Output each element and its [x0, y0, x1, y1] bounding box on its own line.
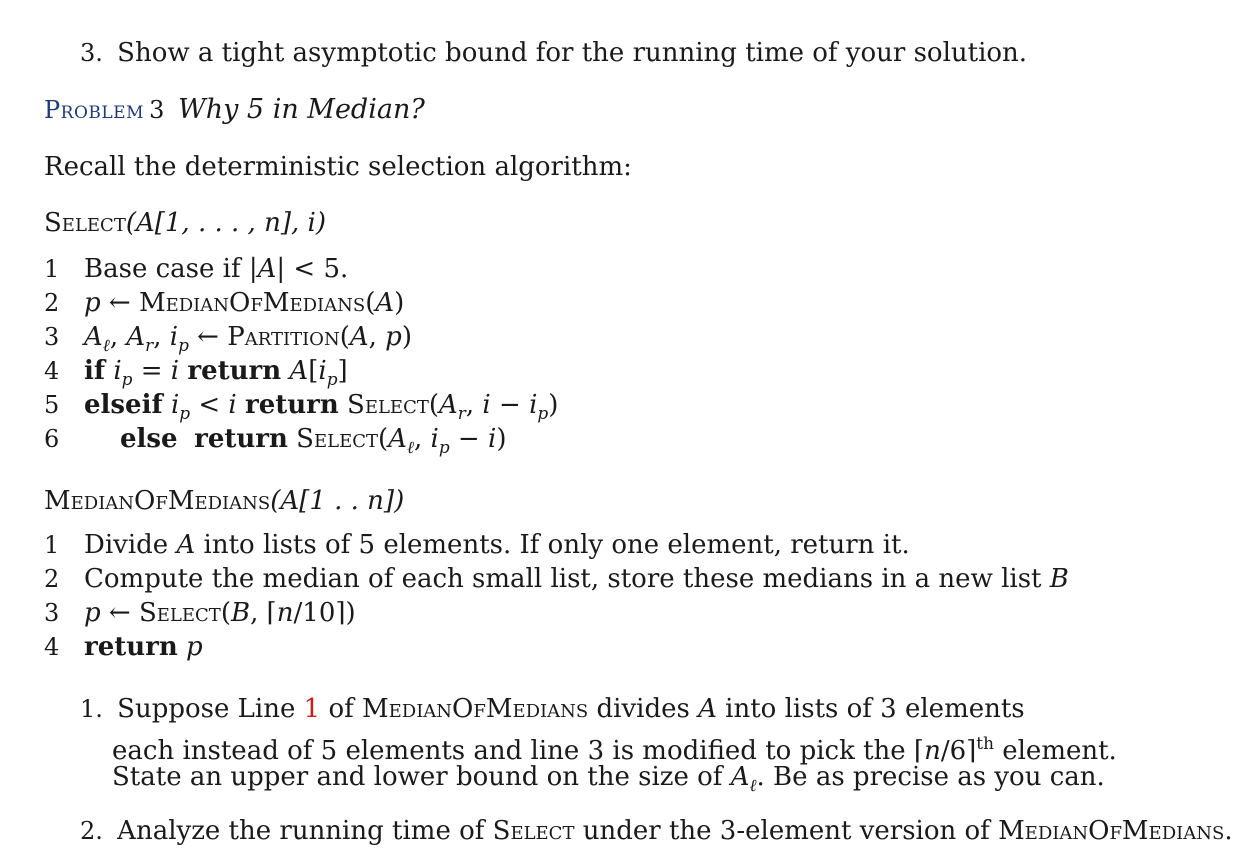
line-number: 5: [44, 391, 60, 419]
problem-number: 3: [149, 96, 165, 124]
mom-line-1: [44, 530, 910, 560]
question-number: 1.: [80, 695, 103, 723]
select-line-5: [44, 390, 558, 428]
line-number: 1: [44, 255, 60, 283]
line-text: Base case if |A| < 5.: [84, 254, 349, 284]
line-text: else return $Select(A_\ell$, $i_p - i$): [120, 424, 507, 457]
question-1-line-2: each instead of 5 elements and line 3 is modified to pick the ⌈n/6⌉$^{th}$ element.: [112, 733, 1117, 767]
mom-line-3: [44, 598, 356, 628]
problem-heading: [44, 94, 425, 125]
problem-title: Why 5 in Median?: [177, 94, 425, 125]
line-reference-link[interactable]: 1: [303, 694, 321, 724]
question-1-line-1: Suppose Line 1 of MedianOfMedians divides A into lists of 3 elements: [117, 694, 1025, 724]
line-text: Divide A into lists of 5 elements. If only one element, return it.: [84, 530, 910, 560]
mom-header: [44, 486, 404, 516]
line-text: p ← Select(B, ⌈n/10⌉): [84, 598, 356, 628]
line-number: 2: [44, 565, 60, 593]
mom-line-4: [44, 632, 203, 662]
line-text: p ← MedianOfMedians(A): [84, 288, 405, 318]
line-text: if $i_p = i$ return $A[i_p]$: [84, 356, 348, 389]
question-number: 2.: [80, 817, 103, 845]
select-signature: (A[1, . . . , n], i): [125, 208, 326, 238]
problem-label: Problem: [44, 96, 144, 124]
line-number: 4: [44, 633, 60, 661]
question-1-line-3: State an upper and lower bound on the size of $A_\ell$. Be as precise as you can.: [112, 762, 1105, 795]
line-number: 3: [44, 323, 60, 351]
select-header: [44, 208, 326, 238]
select-line-6: [44, 424, 506, 462]
line-text: return p: [84, 632, 203, 662]
select-name: Select: [44, 208, 126, 238]
select-line-3: [44, 322, 412, 360]
line-number: 2: [44, 289, 60, 317]
line-text: elseif $i_p < i$ return $Select(A_r$, $i - i_p$): [84, 390, 559, 423]
select-line-4: [44, 356, 348, 394]
select-line-1: [44, 254, 348, 284]
mom-name: MedianOfMedians: [44, 486, 271, 516]
intro-item-text: Show a tight asymptotic bound for the running time of your solution.: [117, 38, 1028, 68]
intro-item: [80, 38, 1027, 68]
line-number: 4: [44, 357, 60, 385]
question-2-line-1: Analyze the running time of Select under the 3-element version of MedianOfMedians.: [117, 816, 1233, 846]
line-number: 6: [44, 425, 60, 453]
line-number: 1: [44, 531, 60, 559]
recall-text: Recall the deterministic selection algorithm:: [44, 152, 632, 182]
intro-item-number: 3.: [80, 39, 103, 67]
mom-signature: (A[1 . . n]): [270, 486, 405, 516]
question-2: [80, 816, 1233, 846]
line-number: 3: [44, 599, 60, 627]
select-line-2: [44, 288, 404, 318]
line-text: Compute the median of each small list, store these medians in a new list B: [84, 564, 1069, 594]
line-text: $A_\ell$, $A_r$, $i_p$ ← Partition(A, p): [84, 322, 412, 355]
question-1: [80, 694, 1025, 724]
mom-line-2: [44, 564, 1069, 594]
